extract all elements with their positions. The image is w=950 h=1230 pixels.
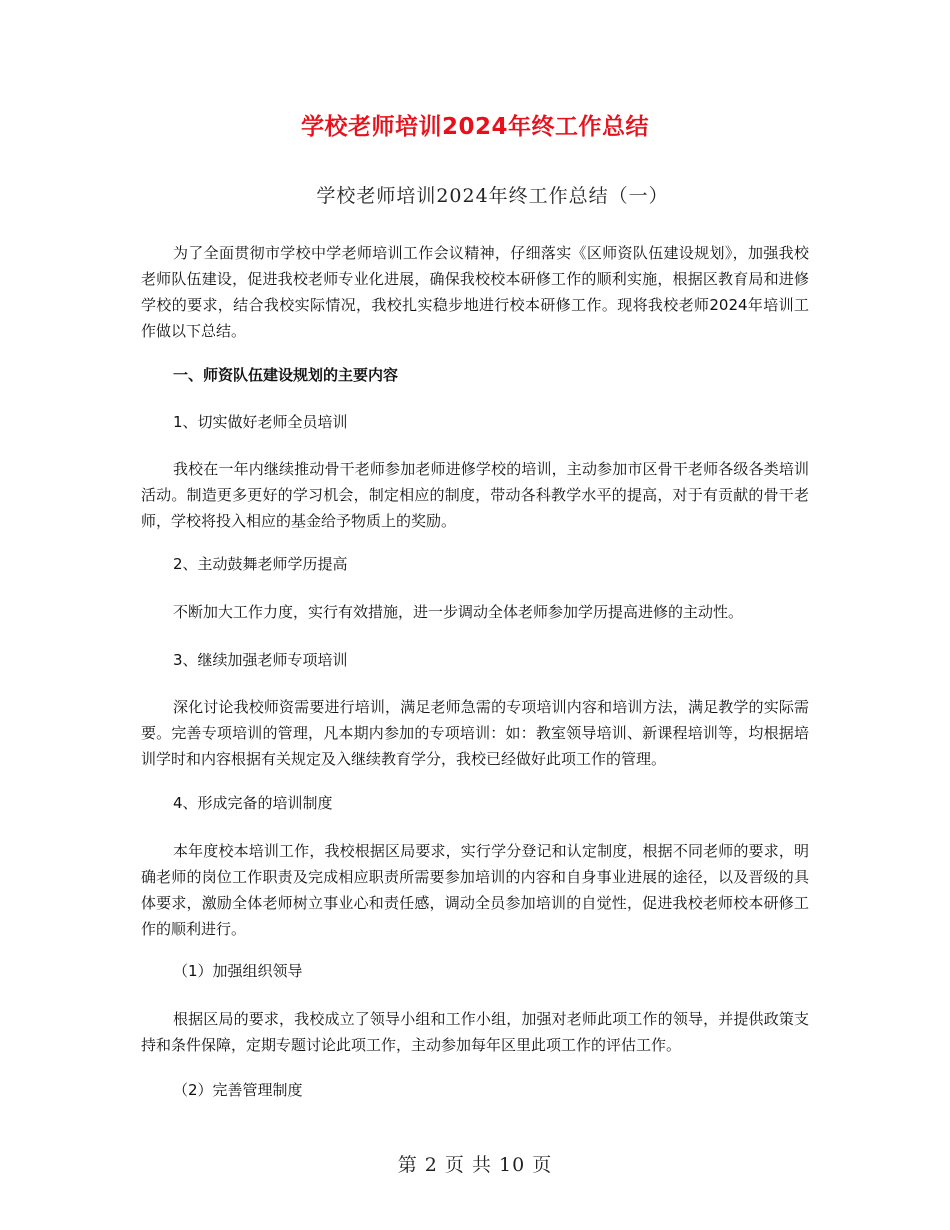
item-paragraph-2: 不断加大工作力度，实行有效措施，进一步调动全体老师参加学历提高进修的主动性。 [173,603,744,621]
document-subtitle: 学校老师培训2024年终工作总结（一） [316,185,669,207]
sub-heading-1: （1）加强组织领导 [173,962,303,980]
document-title: 学校老师培训2024年终工作总结 [300,114,649,140]
item-heading-3: 3、继续加强老师专项培训 [173,651,348,669]
item-paragraph-4: 本年度校本培训工作，我校根据区局要求，实行学分登记和认定制度，根据不同老师的要求，明确老师的岗位工作职责及完成相应职责所需要参加培训的内容和自身事业进展的途径，以及晋级的具体要求，激励全体老师树立事业心和责任感，调动全员参加培训的自觉性，促进我校老师校本研修工作的顺利进行。 [141,842,809,938]
item-paragraph-1: 我校在一年内继续推动骨干老师参加老师进修学校的培训，主动参加市区骨干老师各级各类培训活动。制造更多更好的学习机会，制定相应的制度，带动各科教学水平的提高，对于有贡献的骨干老师，学校将投入相应的基金给予物质上的奖励。 [141,460,809,530]
sub-paragraph-1: 根据区局的要求，我校成立了领导小组和工作小组，加强对老师此项工作的领导，并提供政策支持和条件保障，定期专题讨论此项工作，主动参加每年区里此项工作的评估工作。 [141,1010,809,1054]
item-heading-1: 1、切实做好老师全员培训 [173,413,348,431]
page-number: 第 2 页 共 10 页 [397,1154,553,1176]
item-paragraph-3: 深化讨论我校师资需要进行培训，满足老师急需的专项培训内容和培训方法，满足教学的实际需要。完善专项培训的管理，凡本期内参加的专项培训：如：教室领导培训、新课程培训等，均根据培训学时和内容根据有关规定及入继续教育学分，我校已经做好此项工作的管理。 [141,698,809,768]
sub-heading-2: （2）完善管理制度 [173,1081,303,1099]
item-heading-4: 4、形成完备的培训制度 [173,794,333,812]
section-heading: 一、师资队伍建设规划的主要内容 [173,366,399,384]
item-heading-2: 2、主动鼓舞老师学历提高 [173,555,348,573]
intro-paragraph: 为了全面贯彻市学校中学老师培训工作会议精神，仔细落实《区师资队伍建设规划》，加强我校老师队伍建设，促进我校老师专业化进展，确保我校校本研修工作的顺利实施，根据区教育局和进修学校的要求，结合我校实际情况，我校扎实稳步地进行校本研修工作。现将我校老师2024年培训工作做以下总结。 [141,244,809,340]
